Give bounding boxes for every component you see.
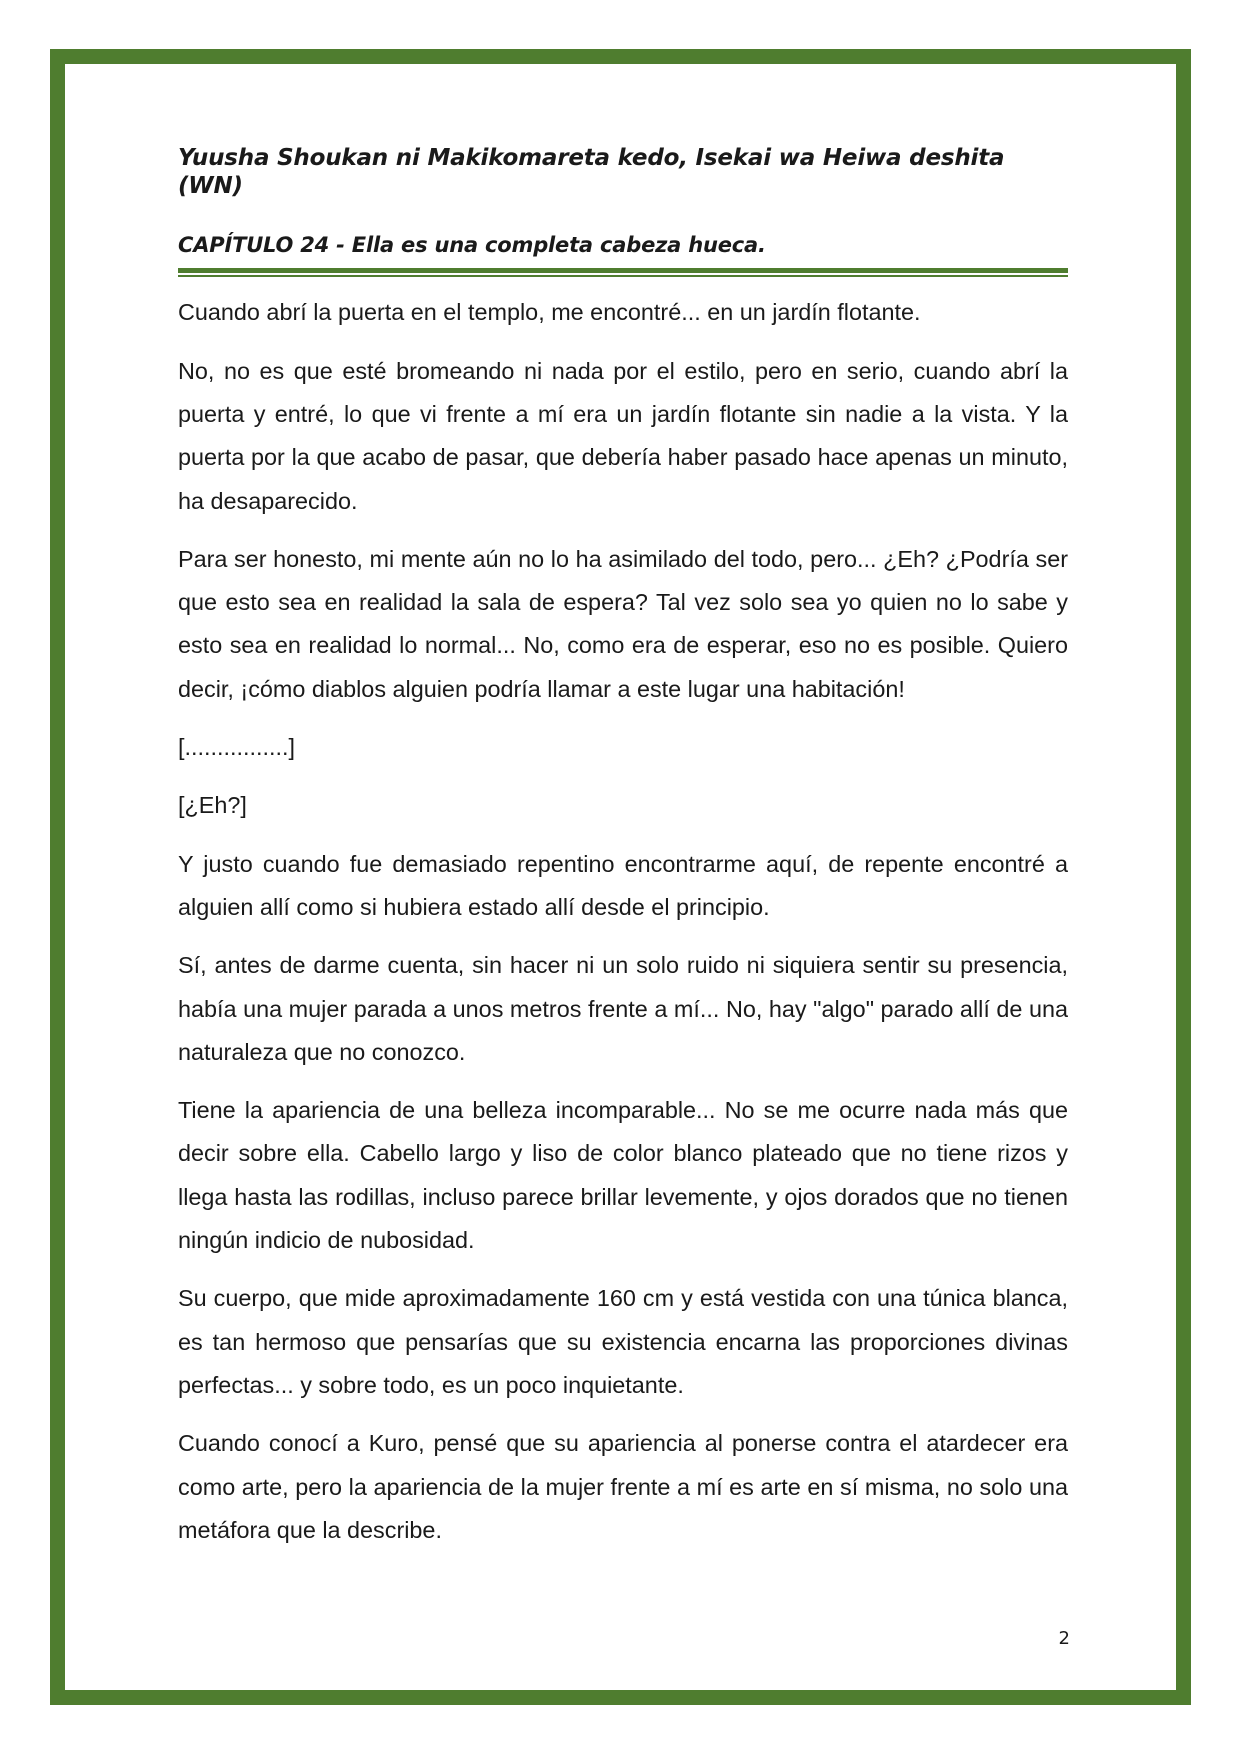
title-divider-thick: [178, 268, 1068, 273]
paragraph: Su cuerpo, que mide aproximadamente 160 cm y está vestida con una túnica blanca, es tan hermoso que pensarías que su existencia encarna las proporciones divinas perfectas... y sobre todo, es un poco inquietante.: [178, 1285, 1068, 1398]
chapter-title: CAPÍTULO 24 - Ella es una completa cabeza hueca.: [178, 233, 766, 258]
title-divider: [178, 268, 1068, 277]
page-number: 2: [1058, 1628, 1070, 1649]
paragraph: Cuando abrí la puerta en el templo, me encontré... en un jardín flotante.: [178, 299, 921, 326]
series-title: Yuusha Shoukan ni Makikomareta kedo, Isekai wa Heiwa deshita (WN): [178, 145, 1005, 199]
paragraph: Cuando conocí a Kuro, pensé que su apariencia al ponerse contra el atardecer era como arte, pero la apariencia de la mujer frente a mí es arte en sí misma, no solo una metáfora que la describe.: [178, 1430, 1068, 1543]
page-content: [178, 130, 1068, 1567]
paragraph: Tiene la apariencia de una belleza incomparable... No se me ocurre nada más que decir sobre ella. Cabello largo y liso de color blanco plateado que no tiene rizos y llega hasta las rodillas, incluso parece brillar levemente, y ojos dorados que no tienen ningún indicio de nubosidad.: [178, 1097, 1068, 1254]
chapter-body: [178, 291, 1068, 1552]
paragraph: No, no es que esté bromeando ni nada por el estilo, pero en serio, cuando abrí la puerta y entré, lo que vi frente a mí era un jardín flotante sin nadie a la vista. Y la puerta por la que acabo de pasar, que debería haber pasado hace apenas un minuto, ha desaparecido.: [178, 357, 1068, 514]
paragraph: Para ser honesto, mi mente aún no lo ha asimilado del todo, pero... ¿Eh? ¿Podría ser que esto sea en realidad la sala de espera? Tal vez solo sea yo quien no lo sabe y esto sea en realidad lo normal... No, como era de esperar, eso no es posible. Quiero decir, ¡cómo diablos alguien podría llamar a este lugar una habitación!: [178, 545, 1068, 702]
title-divider-thin: [178, 275, 1068, 277]
paragraph: Y justo cuando fue demasiado repentino encontrarme aquí, de repente encontré a alguien allí como si hubiera estado allí desde el principio.: [178, 850, 1068, 920]
paragraph: Sí, antes de darme cuenta, sin hacer ni un solo ruido ni siquiera sentir su presencia, había una mujer parada a unos metros frente a mí... No, hay "algo" parado allí de una naturaleza que no conozco.: [178, 952, 1068, 1065]
paragraph: [¿Eh?]: [178, 792, 247, 819]
paragraph: [................]: [178, 734, 295, 761]
